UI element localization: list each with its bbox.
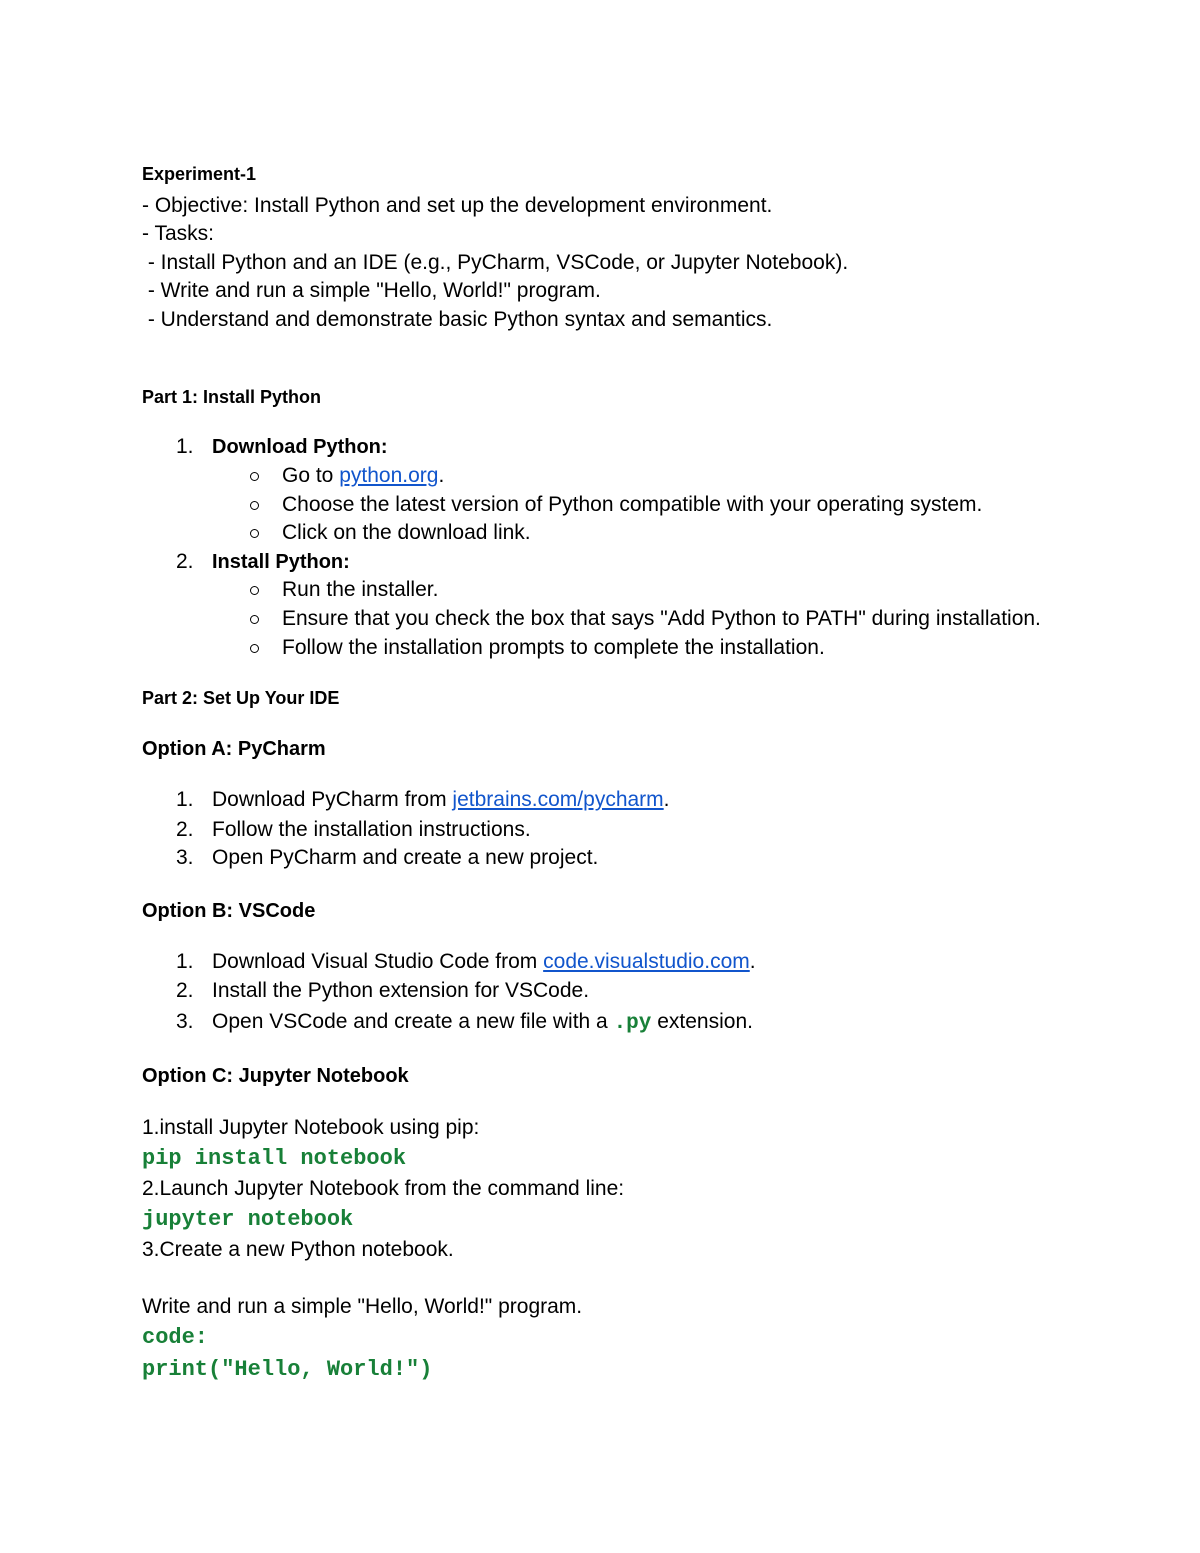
code-label: code: bbox=[142, 1325, 209, 1350]
sub-item-text: Ensure that you check the box that says "Add Python to PATH" during installation. bbox=[282, 607, 1041, 630]
circle-bullet-icon bbox=[250, 644, 259, 653]
part1-step-1 bbox=[142, 433, 1102, 461]
option-b-step: 1. Download Visual Studio Code from code.visualstudio.com. bbox=[142, 948, 1102, 976]
objective-line: - Objective: Install Python and set up the development environment. bbox=[142, 194, 773, 217]
step-text: Open PyCharm and create a new project. bbox=[212, 846, 599, 869]
sub-item bbox=[142, 519, 1102, 547]
jupyter-notebook-code: jupyter notebook bbox=[142, 1207, 354, 1232]
task-item: - Write and run a simple "Hello, World!" program. bbox=[142, 279, 601, 302]
option-a-step bbox=[142, 844, 1102, 872]
sub-item-text: Click on the download link. bbox=[282, 521, 531, 544]
part1-heading: Part 1: Install Python bbox=[142, 387, 322, 407]
sub-item bbox=[142, 634, 1102, 662]
step-number: 2. bbox=[176, 550, 194, 573]
step-number: 3. bbox=[176, 846, 194, 869]
step-number: 3. bbox=[176, 1010, 194, 1033]
option-b-step: 3. Open VSCode and create a new file with a .py extension. bbox=[176, 1010, 753, 1035]
python-org-link[interactable]: python.org bbox=[339, 464, 439, 487]
jetbrains-link[interactable]: jetbrains.com/pycharm bbox=[452, 788, 664, 811]
option-b-heading: Option B: VSCode bbox=[142, 900, 316, 922]
sub-item-text: Go to bbox=[282, 464, 340, 487]
option-a-heading: Option A: PyCharm bbox=[142, 738, 326, 760]
sub-item-text: Run the installer. bbox=[282, 578, 439, 601]
tasks-label: - Tasks: bbox=[142, 222, 214, 245]
part1-step-2 bbox=[142, 548, 1102, 576]
sub-item bbox=[142, 491, 1102, 519]
circle-bullet-icon bbox=[250, 586, 259, 595]
task-item: - Understand and demonstrate basic Python syntax and semantics. bbox=[142, 308, 773, 331]
step-number: 1. bbox=[176, 435, 194, 458]
pip-install-code: pip install notebook bbox=[142, 1146, 407, 1171]
option-c-step-text: 3.Create a new Python notebook. bbox=[142, 1238, 454, 1261]
circle-bullet-icon bbox=[250, 501, 259, 510]
step-number: 2. bbox=[176, 818, 194, 841]
option-c-heading: Option C: Jupyter Notebook bbox=[142, 1065, 409, 1087]
step-number: 1. bbox=[176, 950, 194, 973]
sub-item-text: Choose the latest version of Python compatible with your operating system. bbox=[282, 493, 983, 516]
sub-item bbox=[142, 605, 1102, 633]
sub-item bbox=[142, 576, 1102, 604]
step-text: Install the Python extension for VSCode. bbox=[212, 979, 590, 1002]
step-text: Follow the installation instructions. bbox=[212, 818, 531, 841]
experiment-title: Experiment-1 bbox=[142, 164, 257, 184]
option-c-step-text: 2.Launch Jupyter Notebook from the command line: bbox=[142, 1177, 625, 1200]
option-a-step: 1. Download PyCharm from jetbrains.com/pycharm. bbox=[142, 786, 1102, 814]
circle-bullet-icon bbox=[250, 529, 259, 538]
circle-bullet-icon bbox=[250, 472, 259, 481]
hello-intro: Write and run a simple "Hello, World!" program. bbox=[142, 1295, 583, 1318]
sub-item-text: Follow the installation prompts to complete the installation. bbox=[282, 636, 825, 659]
circle-bullet-icon bbox=[250, 615, 259, 624]
step-title: Download Python: bbox=[212, 436, 388, 458]
py-extension-code: .py bbox=[613, 1012, 652, 1035]
visualstudio-link[interactable]: code.visualstudio.com bbox=[543, 950, 750, 973]
sub-item: Go to python.org. bbox=[142, 462, 1102, 490]
hello-code-line: print("Hello, World!") bbox=[142, 1357, 433, 1382]
step-number: 2. bbox=[176, 979, 194, 1002]
step-text: Download PyCharm from bbox=[212, 788, 453, 811]
task-item: - Install Python and an IDE (e.g., PyCharm, VSCode, or Jupyter Notebook). bbox=[142, 251, 849, 274]
step-text: Open VSCode and create a new file with a bbox=[212, 1010, 614, 1033]
step-number: 1. bbox=[176, 788, 194, 811]
part2-heading: Part 2: Set Up Your IDE bbox=[142, 688, 340, 708]
option-c-step-text: 1.install Jupyter Notebook using pip: bbox=[142, 1116, 480, 1139]
option-b-step bbox=[142, 977, 1102, 1005]
step-text: Download Visual Studio Code from bbox=[212, 950, 544, 973]
step-title: Install Python: bbox=[212, 551, 350, 573]
option-a-step bbox=[142, 816, 1102, 844]
